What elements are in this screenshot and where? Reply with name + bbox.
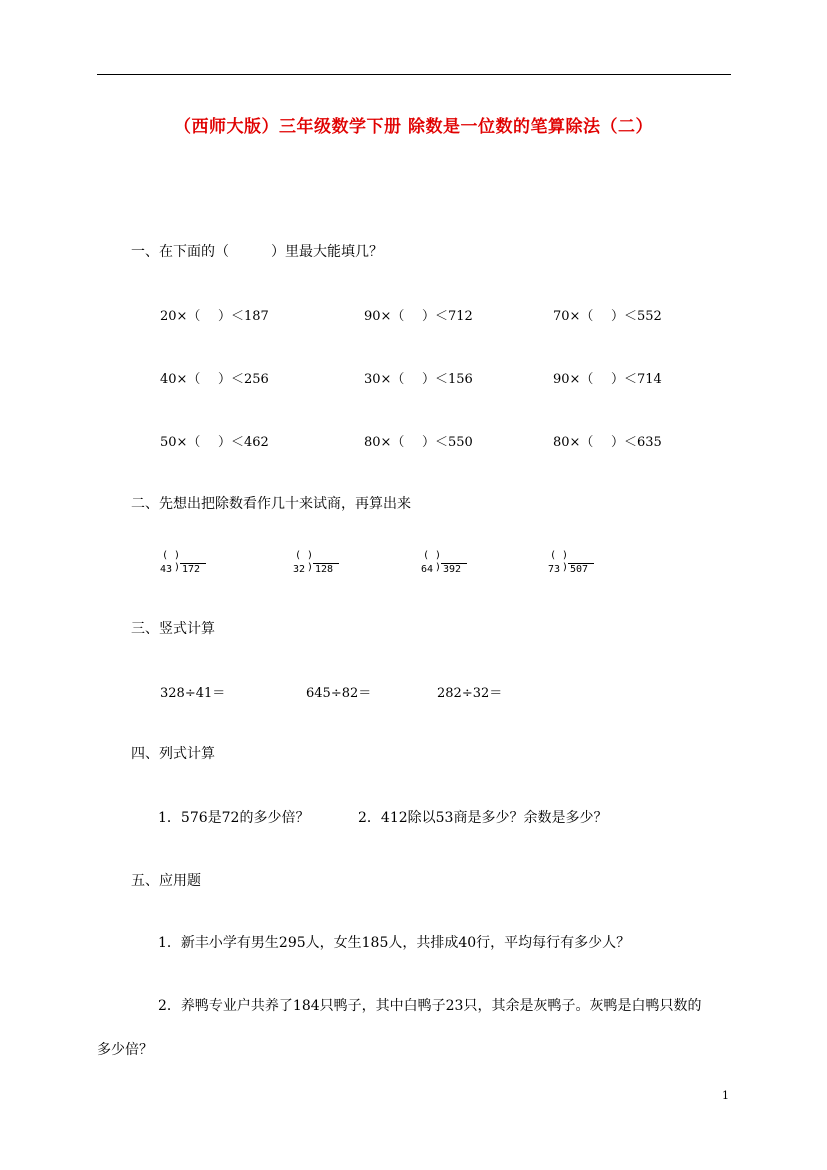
long-division-problem: ( ) 73 ) 507 [548,550,608,580]
long-division-problem: ( ) 64 ) 392 [421,550,481,580]
header-rule [97,74,731,75]
fill-cell: 20×（ ）＜187 [160,309,269,324]
expression-item: 2．412除以53商是多少？余数是多少？ [358,810,608,826]
section-3-heading: 三、竖式计算 [131,621,215,637]
vertical-calc-item: 328÷41＝ [160,686,226,701]
fill-cell: 80×（ ）＜550 [364,435,473,450]
section-1-heading: 一、在下面的（ ）里最大能填几？ [131,244,383,260]
long-division-problem: ( ) 32 ) 128 [293,550,353,580]
vertical-calc-item: 645÷82＝ [306,686,372,701]
fill-cell: 40×（ ）＜256 [160,372,269,387]
section-4-heading: 四、列式计算 [131,746,215,762]
fill-cell: 30×（ ）＜156 [364,372,473,387]
fill-cell: 80×（ ）＜635 [553,435,662,450]
long-division-problem: ( ) 43 ) 172 [160,550,220,580]
word-problem-2-line-2: 多少倍？ [97,1042,153,1058]
word-problem-1: 1．新丰小学有男生295人，女生185人，共排成40行，平均每行有多少人？ [158,935,631,951]
fill-cell: 90×（ ）＜712 [364,309,473,324]
fill-cell: 70×（ ）＜552 [553,309,662,324]
section-2-heading: 二、先想出把除数看作几十来试商，再算出来 [131,496,411,512]
expression-item: 1．576是72的多少倍？ [158,810,310,826]
vertical-calc-item: 282÷32＝ [437,686,503,701]
fill-cell: 90×（ ）＜714 [553,372,662,387]
fill-cell: 50×（ ）＜462 [160,435,269,450]
document-title: （西师大版）三年级数学下册 除数是一位数的笔算除法（二） [174,117,653,137]
word-problem-2-line-1: 2．养鸭专业户共养了184只鸭子，其中白鸭子23只，其余是灰鸭子。灰鸭是白鸭只数的 [158,998,702,1014]
page-number: 1 [722,1089,729,1102]
section-5-heading: 五、应用题 [131,873,201,889]
